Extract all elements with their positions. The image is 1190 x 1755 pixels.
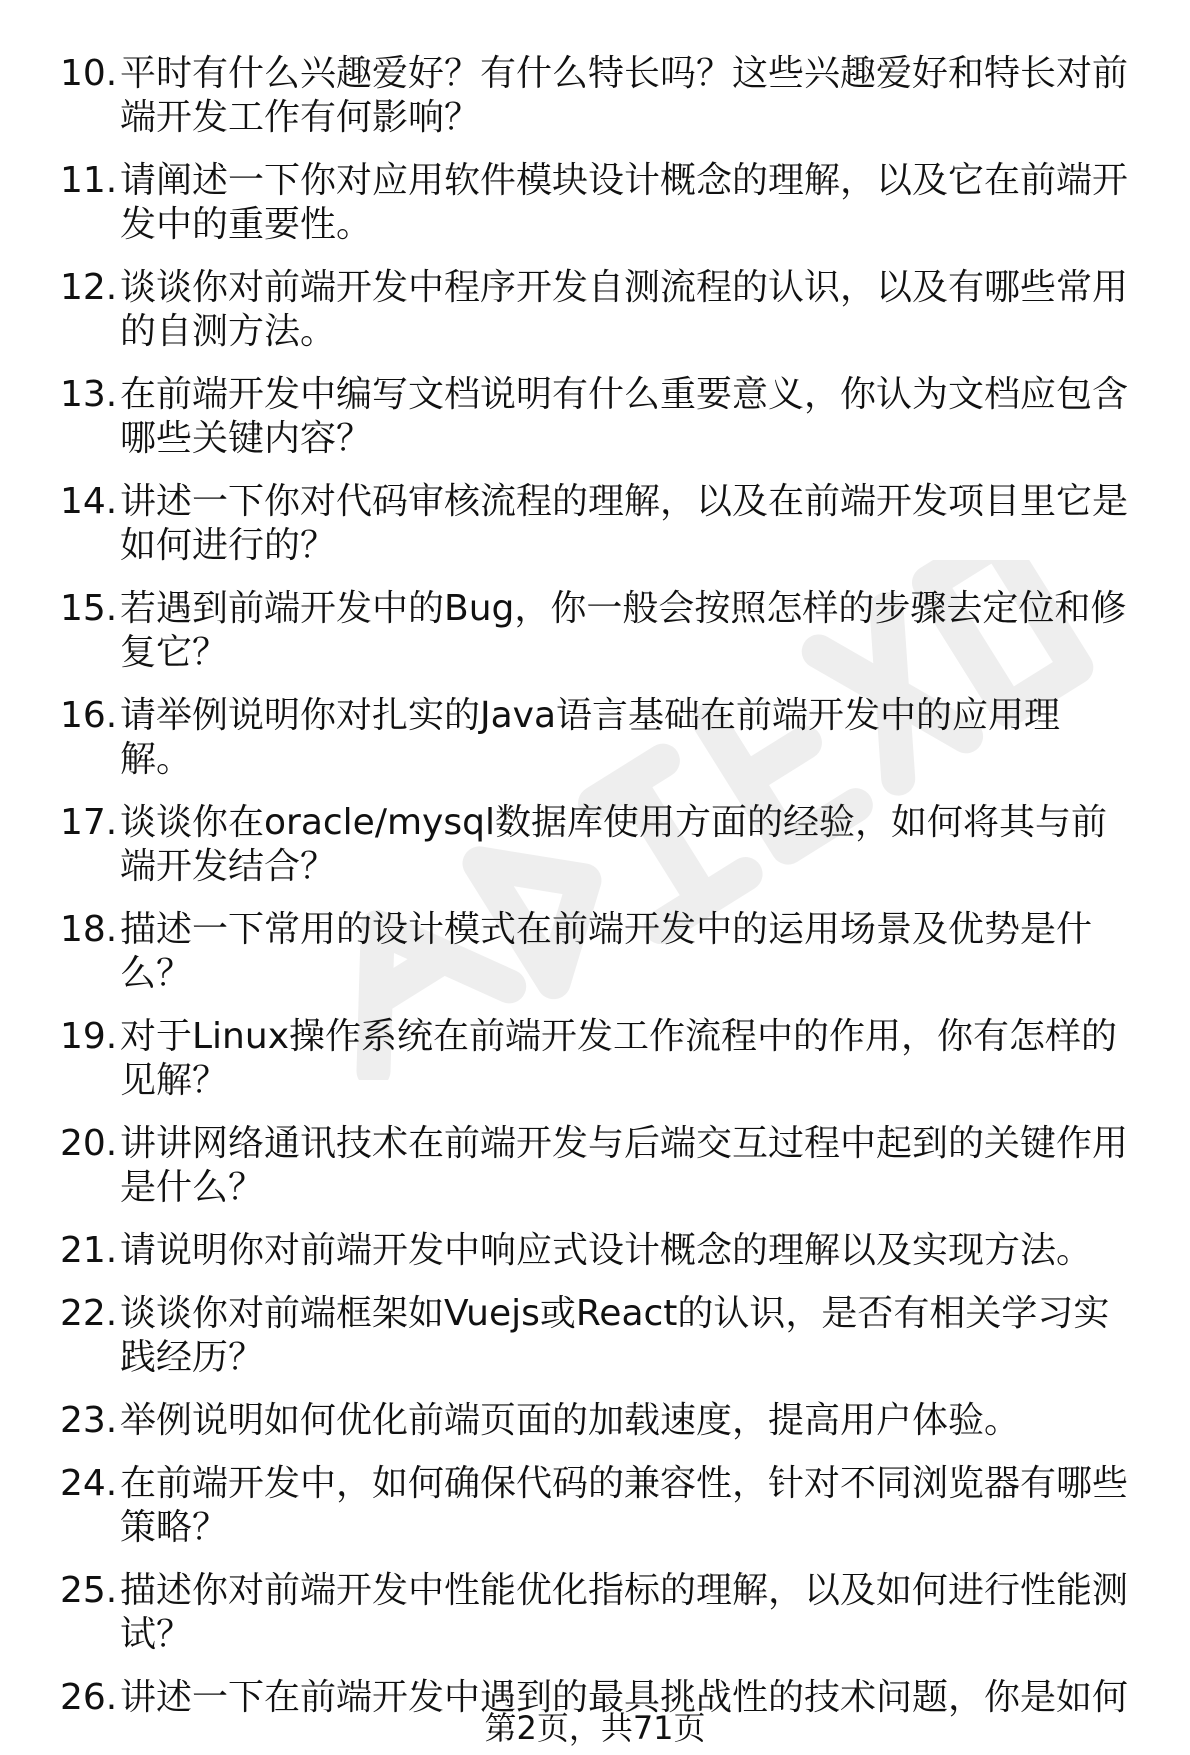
page-footer: 第2页，共71页 xyxy=(484,1709,706,1747)
question-number: 18. xyxy=(60,909,118,950)
list-item xyxy=(0,52,1190,140)
list-item xyxy=(0,1122,1190,1210)
question-text: 讲述一下在前端开发中遇到的最具挑战性的技术问题，你是如何 xyxy=(120,1677,1129,1718)
question-number: 17. xyxy=(60,802,118,843)
question-text: 讲讲网络通讯技术在前端开发与后端交互过程中起到的关键作用是什么？ xyxy=(120,1123,1129,1208)
question-number: 13. xyxy=(60,374,118,415)
question-number: 11. xyxy=(60,160,118,201)
list-item xyxy=(0,1399,1190,1443)
list-item xyxy=(0,1462,1190,1550)
question-text: 谈谈你在oracle/mysql数据库使用方面的经验，如何将其与前端开发结合？ xyxy=(120,802,1107,887)
question-number: 15. xyxy=(60,588,118,629)
question-text: 请阐述一下你对应用软件模块设计概念的理解，以及它在前端开发中的重要性。 xyxy=(120,160,1129,245)
question-text: 若遇到前端开发中的Bug，你一般会按照怎样的步骤去定位和修复它？ xyxy=(120,588,1127,673)
question-number: 14. xyxy=(60,481,118,522)
question-list xyxy=(0,52,1190,1739)
question-text: 描述一下常用的设计模式在前端开发中的运用场景及优势是什么？ xyxy=(120,909,1093,994)
question-text: 谈谈你对前端开发中程序开发自测流程的认识，以及有哪些常用的自测方法。 xyxy=(120,267,1129,352)
question-number: 24. xyxy=(60,1463,118,1504)
list-item xyxy=(0,801,1190,889)
question-text: 请说明你对前端开发中响应式设计概念的理解以及实现方法。 xyxy=(120,1230,1093,1271)
question-number: 16. xyxy=(60,695,118,736)
question-text: 请举例说明你对扎实的Java语言基础在前端开发中的应用理解。 xyxy=(120,695,1061,780)
list-item xyxy=(0,159,1190,247)
question-number: 10. xyxy=(60,53,118,94)
question-number: 26. xyxy=(60,1677,118,1718)
list-item xyxy=(0,1569,1190,1657)
question-number: 22. xyxy=(60,1293,118,1334)
question-text: 谈谈你对前端框架如Vuejs或React的认识，是否有相关学习实践经历？ xyxy=(120,1293,1110,1378)
question-text: 对于Linux操作系统在前端开发工作流程中的作用，你有怎样的见解？ xyxy=(120,1016,1117,1101)
question-number: 21. xyxy=(60,1230,118,1271)
question-text: 讲述一下你对代码审核流程的理解，以及在前端开发项目里它是如何进行的？ xyxy=(120,481,1129,566)
list-item xyxy=(0,694,1190,782)
list-item xyxy=(0,587,1190,675)
question-text: 描述你对前端开发中性能优化指标的理解，以及如何进行性能测试？ xyxy=(120,1570,1129,1655)
list-item xyxy=(0,1229,1190,1273)
list-item xyxy=(0,373,1190,461)
question-text: 在前端开发中编写文档说明有什么重要意义，你认为文档应包含哪些关键内容？ xyxy=(120,374,1129,459)
question-number: 19. xyxy=(60,1016,118,1057)
list-item xyxy=(0,1292,1190,1380)
question-number: 20. xyxy=(60,1123,118,1164)
question-text: 在前端开发中，如何确保代码的兼容性，针对不同浏览器有哪些策略？ xyxy=(120,1463,1129,1548)
list-item xyxy=(0,908,1190,996)
question-number: 25. xyxy=(60,1570,118,1611)
question-text: 举例说明如何优化前端页面的加载速度，提高用户体验。 xyxy=(120,1400,1021,1441)
list-item xyxy=(0,1015,1190,1103)
question-number: 12. xyxy=(60,267,118,308)
list-item xyxy=(0,266,1190,354)
question-number: 23. xyxy=(60,1400,118,1441)
list-item xyxy=(0,480,1190,568)
question-text: 平时有什么兴趣爱好？有什么特长吗？这些兴趣爱好和特长对前端开发工作有何影响？ xyxy=(120,53,1129,138)
